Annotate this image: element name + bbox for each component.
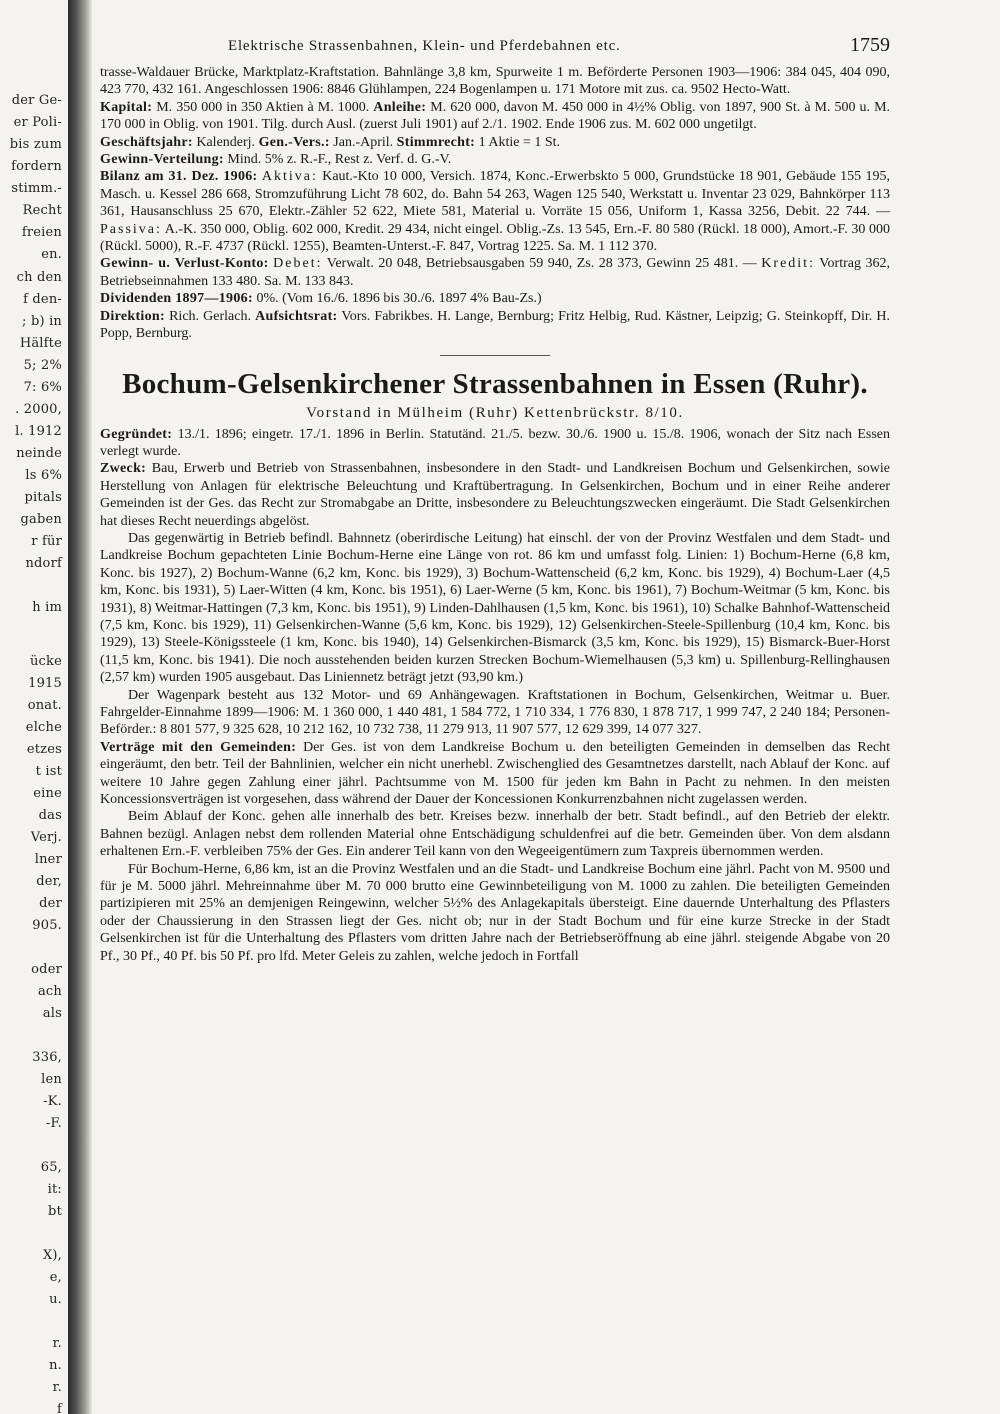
- margin-fragment: en.: [41, 247, 62, 262]
- dir-text: Rich. Gerlach.: [169, 308, 251, 324]
- debet-label: Debet:: [273, 256, 323, 272]
- previous-entry: [100, 64, 890, 343]
- company-title: Bochum-Gelsenkirchener Strassenbahnen in Essen (Ruhr).: [122, 367, 868, 400]
- anleihe-text: M. 620 000, davon M. 450 000 in 4½% Oblig. von 1897, 900 St. à M. 500 u. M. 170 000 in Oblig. von 1901. Tilg. durch Ausl. (zuerst Juli 1901) auf 2./1. 1902. Ende 1906 zus. M. 602 000 ungetilgt.: [100, 99, 891, 133]
- gv-text: Jan.-April.: [333, 134, 394, 150]
- network-paragraph: Das gegenwärtig in Betrieb befindl. Bahnnetz (oberirdische Leitung) hat einschl. der von der Provinz Westfalen und dem Stadt- und Landkreise Bochum gepachteten Linie Bochum-Herne eine Länge von rot. 86 km und umfasst folg. Linien: 1) Bochum-Herne (6,8 km, Konc. bis 1927), 2) Bochum-Wanne (6,2 km, Konc. bis 1929), 3) Bochum-Wattenscheid (6,2 km, Konc. bis 1929), 4) Bochum-Laer (4,5 km, Konc. bis 1931), 5) Laer-Witten (4 km, Konc. bis 1951), 6) Laer-Werne (5 km, Konc. bis 1961), 7) Bochum-Weitmar (5 km, Konc. bis 1931), 8) Weitmar-Hattingen (7,3 km, Konc. bis 1951), 9) Linden-Dahlhausen (1,5 km, Konc. bis 1961), 10) Schalke Bahnhof-Wattenscheid (7,5 km, Konc. bis 1929), 11) Gelsenkirchen-Wanne (5,6 km, Konc. bis 1929), 12) Gelsenkirchen-Steele-Spillenburg (10,4 km, Konc. bis 1929), 13) Steele-Königssteele (1 km, Konc. bis 1940), 14) Gelsenkirchen-Bismarck (3,5 km, Konc. bis 1929), 15) Bismarck-Buer-Horst (11,5 km, Konc. bis 1941). Die noch ausstehenden beiden kurzen Strecken Bochum-Wiemelhausen (5,3 km) u. Spillenburg-Rellinghausen (2,57 km) wurden 1905 ausgebaut. Das Liniennetz beträgt jetzt (93,90 km.): [100, 530, 890, 686]
- margin-fragment: onat.: [27, 698, 62, 713]
- aktiva-label: Aktiva:: [261, 169, 318, 185]
- margin-fragment: r für: [31, 534, 62, 549]
- margin-fragment: gaben: [20, 512, 62, 527]
- margin-fragment: X),: [42, 1248, 62, 1263]
- margin-fragment: Hälfte: [19, 336, 62, 351]
- margin-fragment: pitals: [24, 490, 62, 505]
- margin-fragment: oder: [31, 962, 62, 977]
- margin-fragment: er Poli-: [13, 115, 62, 130]
- margin-fragment: das: [38, 808, 62, 823]
- margin-fragment: elche: [25, 720, 62, 735]
- concession-expiry-paragraph: Beim Ablauf der Konc. gehen alle innerhalb des betr. Kreises bezw. innerhalb der betr. Stadt befindl., auf den Betrieb der elektr. Bahnen bezügl. Anlagen nebst dem rollenden Material ohne Entschädigung schuldenfrei auf die betr. Gemeinden über. Von dem alsdann erhaltenen Ern.-F. verbleiben 75% der Ges. Ein anderer Teil kann von den Wegeeigentümern zum Taxpreis übernommen werden.: [100, 809, 890, 860]
- margin-fragment: der Ge-: [11, 93, 62, 108]
- document-page: [100, 30, 890, 965]
- stimm-label: Stimmrecht:: [396, 134, 476, 150]
- prev-business-year: [100, 134, 890, 151]
- vertraege-label: Verträge mit den Gemeinden:: [100, 739, 297, 755]
- margin-fragment: stimm.-: [11, 181, 62, 196]
- dir-label: Direktion:: [100, 308, 165, 324]
- margin-fragment: neinde: [16, 446, 62, 461]
- kapital-text: M. 350 000 in 350 Aktien à M. 1000.: [156, 99, 370, 115]
- founded-paragraph: [100, 426, 890, 461]
- margin-fragment: l. 1912: [15, 424, 62, 439]
- gv-label: Gen.-Vers.:: [258, 134, 330, 150]
- gegr-text: 13./1. 1896; eingetr. 17./1. 1896 in Berlin. Statutänd. 21./5. bezw. 30./6. 1900 u. 15./8. 1906, wonach der Sitz nach Essen verlegt wurde.: [100, 426, 890, 459]
- gegr-label: Gegründet:: [100, 426, 173, 442]
- margin-fragment: 336,: [32, 1050, 62, 1065]
- previous-page-margin: [0, 0, 64, 1414]
- margin-fragment: ch den: [16, 270, 62, 285]
- margin-fragment: ; b) in: [22, 314, 62, 329]
- margin-fragment: Verj.: [30, 830, 62, 845]
- margin-fragment: ach: [37, 984, 62, 999]
- margin-fragment: als: [42, 1006, 62, 1021]
- margin-fragment: eine: [33, 786, 62, 801]
- gewinnv-label: Gewinn-Verteilung:: [100, 152, 224, 168]
- herne-lease-paragraph: Für Bochum-Herne, 6,86 km, ist an die Provinz Westfalen und an die Stadt- und Landkreise Bochum eine jährl. Pacht von M. 9500 und für je M. 5000 jährl. Mehreinnahme über M. 70 000 brutto eine Gewinnbeteiligung von M. 1000 zu zahlen. Die beteiligten Gemeinden partizipieren mit 25% an demjenigen Reingewinn, welcher 5½% des Anlagekapitals übersteigt. Eine dauernde Unterhaltung des Pflasters oder der Chaussierung in den Strassen liegt der Ges. nicht ob; nur in der Stadt Bochum und für eine kurze Strecke in der Stadt Gelsenkirchen ist für die Unterhaltung des Pflasters vom dritten Jahre nach der Betriebseröffnung ab eine jährl. steigende Abgabe von 20 Pf., 30 Pf., 40 Pf. bis 50 Pf. pro lfd. Meter Geleis zu zahlen, welche jedoch in Fortfall: [100, 861, 890, 964]
- margin-fragment: -K.: [43, 1094, 62, 1109]
- margin-fragment: t ist: [35, 764, 62, 779]
- prev-balance: [100, 168, 890, 255]
- div-text: 0%. (Vom 16./6. 1896 bis 30./6. 1897 4% Bau-Zs.): [256, 291, 542, 307]
- margin-fragment: . 2000,: [15, 402, 62, 417]
- prev-management: [100, 308, 890, 343]
- prev-profit-distribution: [100, 151, 890, 168]
- div-label: Dividenden 1897—1906:: [100, 291, 253, 307]
- ar-text: Vors. Fabrikbes. H. Lange, Bernburg; Fritz Helbig, Rud. Kästner, Leipzig; G. Steinkopff, Dir. H. Popp, Bernburg.: [100, 308, 891, 342]
- gj-text: Kalenderj.: [196, 134, 256, 150]
- zweck-label: Zweck:: [100, 461, 147, 477]
- margin-fragment: e,: [49, 1270, 62, 1285]
- margin-fragment: lner: [34, 852, 62, 867]
- margin-fragment: 65,: [40, 1160, 62, 1175]
- margin-fragment: h im: [32, 600, 62, 615]
- margin-fragment: 905.: [32, 918, 62, 933]
- margin-fragment: ücke: [29, 654, 62, 669]
- margin-fragment: ndorf: [25, 556, 62, 571]
- margin-fragment: bis zum: [9, 137, 62, 152]
- zweck-text: Bau, Erwerb und Betrieb von Strassenbahnen, insbesondere in den Stadt- und Landkreisen Bochum und Gelsenkirchen, sowie Herstellung von Anlagen für elektrische Beleuchtung und Kraftübertragung. In Gelsenkirchen, Bochum und in einer Reihe anderer Gemeinden ist der Ges. das Recht zur Stromabgabe an Dritte, insbesondere zu Beleuchtungszwecken eingeräumt. Die Stadt Gelsenkirchen hat dieses Recht neuerdings abgelöst.: [100, 461, 891, 529]
- margin-fragment: r.: [52, 1380, 62, 1395]
- running-header: [100, 30, 890, 64]
- margin-fragment: r.: [52, 1336, 62, 1351]
- contracts-paragraph: [100, 739, 890, 809]
- running-title: Elektrische Strassenbahnen, Klein- und Pferdebahnen etc.: [228, 38, 621, 54]
- margin-fragment: it:: [47, 1182, 62, 1197]
- gj-label: Geschäftsjahr:: [100, 134, 193, 150]
- section-divider: [440, 355, 550, 356]
- margin-fragment: der: [39, 896, 62, 911]
- kapital-label: Kapital:: [100, 99, 153, 115]
- ar-label: Aufsichtsrat:: [255, 308, 338, 324]
- anleihe-label: Anleihe:: [373, 99, 427, 115]
- purpose-paragraph: [100, 460, 890, 530]
- margin-fragment: etzes: [26, 742, 62, 757]
- margin-fragment: fordern: [11, 159, 62, 174]
- book-spine-shadow: [68, 0, 92, 1414]
- kredit-label: Kredit:: [761, 256, 815, 272]
- bilanz-label: Bilanz am 31. Dez. 1906:: [100, 169, 258, 185]
- margin-fragment: u.: [49, 1292, 62, 1307]
- company-entry: [100, 368, 890, 966]
- prev-capital: [100, 99, 890, 134]
- passiva-label: Passiva:: [100, 221, 162, 237]
- prev-intro: trasse-Waldauer Brücke, Marktplatz-Kraftstation. Bahnlänge 3,8 km, Spurweite 1 m. Beförderte Personen 1903—1906: 384 045, 404 090, 423 770, 432 161. Angeschlossen 1906: 8846 Glühlampen, 224 Bogenlampen u. 171 Motore mit zus. ca. 9502 Hecto-Watt.: [100, 65, 890, 98]
- aktiva-text: Kaut.-Kto 10 000, Versich. 1874, Konc.-Erwerbskto 5 000, Grundstücke 18 901, Gebäude 155 195, Masch. u. Kessel 286 668, Stromzuführung Licht 78 602, do. Bahn 54 263, Wagen 125 540, Werkstatt u. Inventar 23 029, Bahnkörper 113 361, Hausanschluss 25 670, Elektr.-Zähler 52 622, Miete 581, Material u. Vorräte 15 056, Uniform 1, Kassa 3256, Debit. 22 744. —: [100, 169, 891, 220]
- margin-fragment: ls 6%: [25, 468, 62, 483]
- page-number: 1759: [850, 34, 890, 56]
- margin-fragment: f den-: [23, 292, 62, 307]
- margin-fragment: 7: 6%: [23, 380, 62, 395]
- margin-fragment: der,: [36, 874, 62, 889]
- margin-fragment: bt: [48, 1204, 62, 1219]
- gewinnv-text: Mind. 5% z. R.-F., Rest z. Verf. d. G.-V.: [227, 152, 452, 168]
- guv-label: Gewinn- u. Verlust-Konto:: [100, 256, 269, 272]
- margin-fragment: -F.: [45, 1116, 62, 1131]
- prev-profit-loss: [100, 255, 890, 290]
- passiva-text: A.-K. 350 000, Oblig. 602 000, Kredit. 29 434, nicht eingel. Oblig.-Zs. 13 545, Ern.-F. 80 580 (Rückl. 18 000), Amort.-F. 30 000 (Rückl. 5000), R.-F. 4737 (Rückl. 1255), Beamten-Unterst.-F. 847, Vortrag 1225. Sa. M. 1 112 370.: [100, 221, 891, 255]
- vertraege-text: Der Ges. ist von dem Landkreise Bochum u. den beteiligten Gemeinden in demselben das Recht eingeräumt, den betr. Teil der Bahnlinien, welcher ein nicht unerhebl. Zwischenglied des Gesamtnetzes darstellt, nach Ablauf der Konc. auf weitere 10 Jahre gegen Zahlung einer jährl. Pachtsumme von M. 1500 für jeden km Bahn in Pacht zu nehmen. In den meisten Koncessionsverträgen ist vorgesehen, dass während der Dauer der Koncessionen Konkurrenzbahnen nicht zugelassen werden.: [100, 739, 891, 808]
- kredit-text: Vortrag 362, Betriebseinnahmen 133 480. Sa. M. 133 843.: [100, 256, 890, 289]
- margin-fragment: n.: [49, 1358, 62, 1373]
- debet-text: Verwalt. 20 048, Betriebsausgaben 59 940, Zs. 28 373, Gewinn 25 481. —: [326, 256, 757, 272]
- margin-fragment: len: [41, 1072, 62, 1087]
- margin-fragment: Recht: [22, 203, 62, 218]
- board-address: Vorstand in Mülheim (Ruhr) Kettenbrückstr. 8/10.: [306, 404, 684, 421]
- margin-fragment: 5; 2%: [23, 358, 62, 373]
- fleet-paragraph: Der Wagenpark besteht aus 132 Motor- und 69 Anhängewagen. Kraftstationen in Bochum, Gelsenkirchen, Weitmar u. Buer. Fahrgelder-Einnahme 1899—1906: M. 1 360 000, 1 440 481, 1 584 772, 1 710 334, 1 776 830, 1 878 717, 1 999 747, 2 240 184; Personen-Beförder.: 8 801 577, 9 325 628, 10 212 162, 10 732 738, 11 279 913, 11 907 577, 12 629 399, 14 077 327.: [100, 687, 890, 738]
- margin-fragment: f: [56, 1402, 62, 1414]
- prev-dividends: [100, 290, 890, 307]
- margin-fragment: 1915: [28, 676, 62, 691]
- stimm-text: 1 Aktie = 1 St.: [478, 134, 561, 150]
- margin-fragment: freien: [21, 225, 62, 240]
